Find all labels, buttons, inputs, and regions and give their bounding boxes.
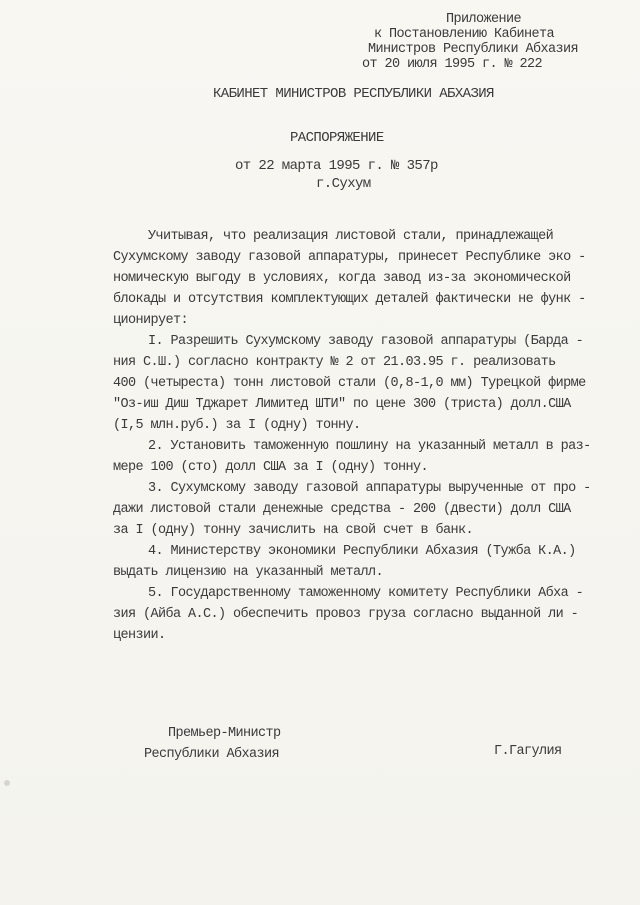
body-line: цензии. xyxy=(113,628,166,643)
order-body xyxy=(113,226,623,646)
appendix-line: от 20 июля 1995 г. № 222 xyxy=(362,57,543,72)
body-line: 400 (четыреста) тонн листовой стали (0,8-1,0 мм) Турецкой фирме xyxy=(113,376,586,391)
body-line: выдать лицензию на указанный металл. xyxy=(113,565,384,580)
signatory-title-line: Республики Абхазия xyxy=(144,747,280,762)
appendix-line: Министров Республики Абхазия xyxy=(368,42,579,57)
body-line: Учитывая, что реализация листовой стали, принадлежащей xyxy=(148,229,554,244)
body-line: 4. Министерству экономики Республики Абхазия (Тужба К.А.) xyxy=(148,544,576,559)
document-date-number: от 22 марта 1995 г. № 357р xyxy=(235,158,438,174)
body-line: ния С.Ш.) согласно контракту № 2 от 21.03.95 г. реализовать xyxy=(113,355,556,370)
appendix-line: Приложение xyxy=(446,12,522,27)
body-line: за I (одну) тонну зачислить на свой счет в банк. xyxy=(113,523,474,538)
body-line: зия (Айба А.С.) обеспечить провоз груза согласно выданной ли - xyxy=(113,607,579,622)
paper-punch-mark xyxy=(4,780,10,786)
organization-heading: КАБИНЕТ МИНИСТРОВ РЕСПУБЛИКИ АБХАЗИЯ xyxy=(213,86,494,102)
body-line: 5. Государственному таможенному комитету Республики Абха - xyxy=(148,586,584,601)
document-city: г.Сухум xyxy=(316,176,371,192)
signatory-name: Г.Гагулия xyxy=(494,744,562,759)
body-line: 3. Сухумскому заводу газовой аппаратуры вырученные от про - xyxy=(148,481,591,496)
body-line: мере 100 (сто) долл США за I (одну) тонну. xyxy=(113,460,429,475)
body-line: номическую выгоду в условиях, когда завод из-за экономической xyxy=(113,271,571,286)
document-type-title: РАСПОРЯЖЕНИЕ xyxy=(290,130,384,146)
body-line: I. Разрешить Сухумскому заводу газовой аппаратуры (Барда - xyxy=(148,334,584,349)
body-line: (I,5 млн.руб.) за I (одну) тонну. xyxy=(113,418,361,433)
body-line: Сухумскому заводу газовой аппаратуры, принесет Республике эко - xyxy=(113,250,586,265)
signatory-title xyxy=(144,723,281,765)
body-line: "Оз-иш Диш Тджарет Лимитед ШТИ" по цене 300 (триста) долл.США xyxy=(113,397,571,412)
body-line: блокады и отсутствия комплектующих деталей фактически не функ - xyxy=(113,292,586,307)
body-line: дажи листовой стали денежные средства - 200 (двести) долл США xyxy=(113,502,571,517)
appendix-line: к Постановлению Кабинета xyxy=(374,27,555,42)
signatory-title-line: Премьер-Министр xyxy=(168,726,281,741)
body-line: ционирует: xyxy=(113,313,189,328)
body-line: 2. Установить таможенную пошлину на указанный металл в раз- xyxy=(148,439,591,454)
appendix-note xyxy=(0,12,640,72)
